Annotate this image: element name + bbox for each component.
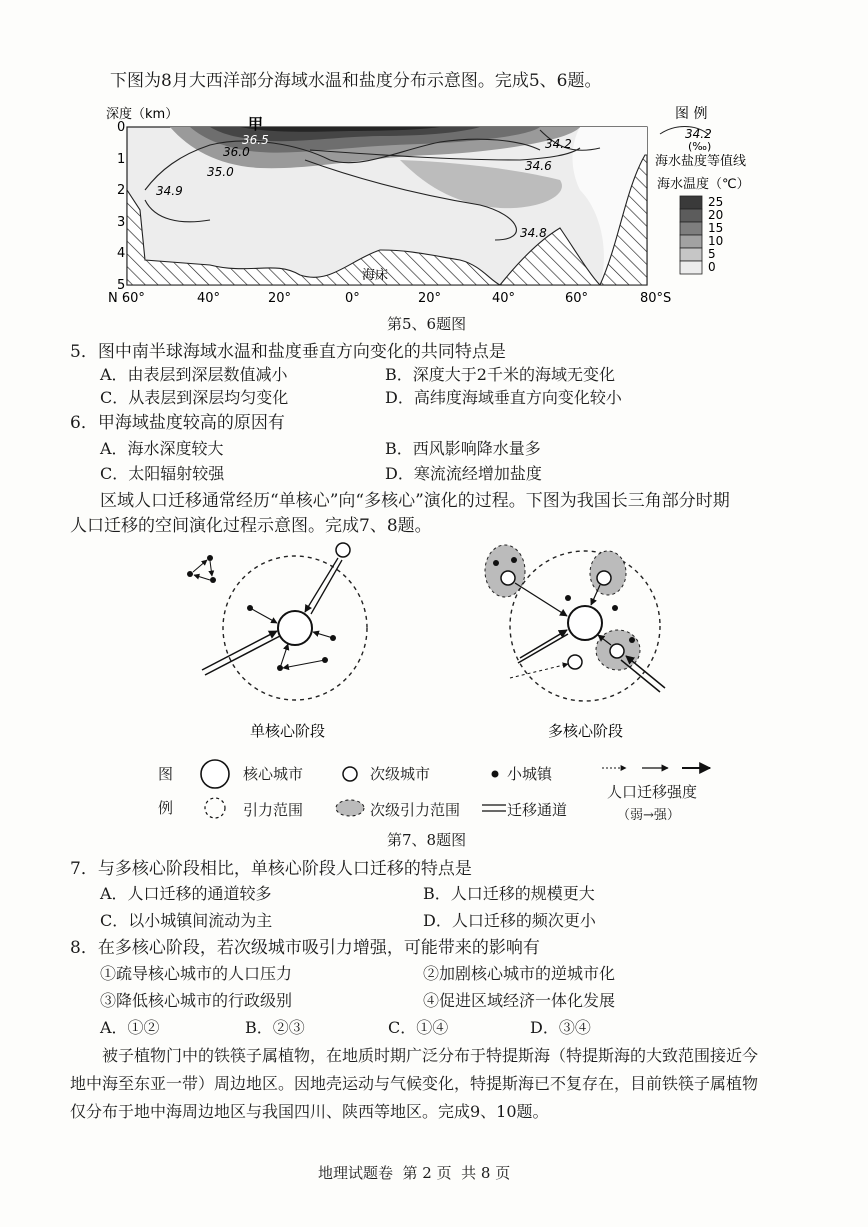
depth-tick: 4 <box>117 246 126 261</box>
legend-core-city: 核心城市 <box>243 765 304 783</box>
lat-tick: 20° <box>418 291 442 306</box>
temp-tick-label: 10 <box>708 234 724 248</box>
temp-tick-label: 25 <box>708 195 724 209</box>
seabed-label: 海床 <box>362 268 389 283</box>
lat-ticks <box>108 291 671 306</box>
q8-statement-4: ④促进区域经济一体化发展 <box>423 991 616 1010</box>
q7-option-b[interactable]: B．人口迁移的规模更大 <box>423 884 595 903</box>
fig1-legend <box>655 106 750 274</box>
secondary-city <box>597 571 611 585</box>
q8-statement-1: ①疏导核心城市的人口压力 <box>100 964 293 983</box>
legend-secondary-city: 次级城市 <box>370 765 431 783</box>
isoline-label: 36.0 <box>223 145 250 159</box>
migration-figure <box>170 538 700 748</box>
legend-strength-label: 人口迁移强度 <box>607 783 698 801</box>
legend-title: 图 例 <box>675 106 708 122</box>
isoline-label: 34.2 <box>545 137 572 151</box>
q8-option-a[interactable]: A．①② <box>100 1018 160 1037</box>
depth-tick: 2 <box>117 183 126 198</box>
passage-9-10: 被子植物门中的铁筷子属植物，在地质时期广泛分布于特提斯海（特提斯海的大致范围接近今地中海至东亚一带）周边地区。因地壳运动与气候变化，特提斯海已不复存在，目前铁筷子属植物仅分布于地中海周边地区与我国四川、陕西等地区。完成9、10题。 <box>70 1046 759 1121</box>
lat-tick: 80°S <box>640 291 672 306</box>
small-town <box>493 560 499 566</box>
isoline-label: 34.9 <box>156 184 183 198</box>
temp-swatch <box>680 261 702 274</box>
intro-7-8-line1: 区域人口迁移通常经历“单核心”向“多核心”演化的过程。下图为我国长三角部分时期 <box>100 491 730 511</box>
q7-option-d[interactable]: D．人口迁移的频次更小 <box>423 911 596 930</box>
q8-stem: 8．在多核心阶段，若次级城市吸引力增强，可能带来的影响有 <box>70 938 540 958</box>
temp-swatch <box>680 196 702 209</box>
small-town <box>565 595 571 601</box>
depth-ticks <box>117 120 125 293</box>
isoline-label: 35.0 <box>207 165 234 179</box>
secondary-city <box>610 644 624 658</box>
small-town <box>612 605 618 611</box>
stage1-label: 单核心阶段 <box>250 722 326 740</box>
legend-iso-value: 34.2 <box>685 127 712 141</box>
temp-swatches <box>680 195 723 274</box>
legend-gravity-range: 引力范围 <box>243 801 304 819</box>
q8-option-d[interactable]: D．③④ <box>530 1018 591 1037</box>
isoline-label: 34.6 <box>525 159 552 173</box>
secondary-city <box>501 571 515 585</box>
q6-option-a[interactable]: A．海水深度较大 <box>100 439 224 458</box>
intro-5-6: 下图为8月大西洋部分海域水温和盐度分布示意图。完成5、6题。 <box>110 71 602 91</box>
small-town <box>210 577 216 583</box>
depth-tick: 3 <box>117 215 126 230</box>
legend-li: 例 <box>158 799 174 817</box>
lat-tick: N 60° <box>108 291 145 306</box>
q8-statement-3: ③降低核心城市的行政级别 <box>100 991 293 1010</box>
legend-symbols-1 <box>195 758 235 828</box>
caption-5-6: 第5、6题图 <box>387 315 467 333</box>
q6-stem: 6．甲海域盐度较高的原因有 <box>70 413 285 433</box>
stage2-label: 多核心阶段 <box>548 722 624 740</box>
caption-7-8: 第7、8题图 <box>387 831 467 849</box>
page-footer: 地理试题卷 第 2 页 共 8 页 <box>318 1164 511 1182</box>
small-town <box>629 637 635 643</box>
temp-tick-label: 0 <box>708 260 716 274</box>
fig2-legend <box>155 758 715 828</box>
q5-option-d[interactable]: D．高纬度海域垂直方向变化较小 <box>385 388 622 407</box>
q6-option-c[interactable]: C．太阳辐射较强 <box>100 464 225 483</box>
q8-statement-2: ②加剧核心城市的逆城市化 <box>423 964 616 983</box>
q5-option-a[interactable]: A．由表层到深层数值减小 <box>100 365 288 384</box>
legend-iso-name: 海水盐度等值线 <box>655 154 747 169</box>
lat-tick: 0° <box>345 291 360 306</box>
temp-swatch <box>680 235 702 248</box>
isoline-label: 34.8 <box>520 226 547 240</box>
q5-stem: 5．图中南半球海域水温和盐度垂直方向变化的共同特点是 <box>70 342 506 362</box>
isoline-label: 36.5 <box>242 133 269 147</box>
q5-option-c[interactable]: C．从表层到深层均匀变化 <box>100 388 289 407</box>
temp-swatch <box>680 222 702 235</box>
marker-jia: 甲 <box>248 115 264 133</box>
depth-tick: 0 <box>117 120 126 135</box>
q6-option-d[interactable]: D．寒流流经增加盐度 <box>385 464 542 483</box>
legend-channel: 迁移通道 <box>507 801 568 819</box>
q7-stem: 7．与多核心阶段相比，单核心阶段人口迁移的特点是 <box>70 859 472 879</box>
core-city <box>568 606 602 640</box>
legend-strength-arrows <box>600 758 715 778</box>
small-town <box>187 571 193 577</box>
q8-option-b[interactable]: B．②③ <box>245 1018 305 1037</box>
legend-temp-name: 海水温度（℃） <box>657 177 750 192</box>
legend-iso-unit: (‰) <box>688 140 712 153</box>
core-city <box>278 611 312 645</box>
temp-swatch <box>680 209 702 222</box>
q6-option-b[interactable]: B．西风影响降水量多 <box>385 439 541 458</box>
legend-strength-note: （弱→强） <box>617 808 680 823</box>
temp-swatch <box>680 248 702 261</box>
legend-symbols-3 <box>480 758 510 828</box>
depth-tick: 1 <box>117 152 126 167</box>
intro-7-8-line2: 人口迁移的空间演化过程示意图。完成7、8题。 <box>70 516 432 536</box>
q7-option-a[interactable]: A．人口迁移的通道较多 <box>100 884 272 903</box>
q7-option-c[interactable]: C．以小城镇间流动为主 <box>100 911 273 930</box>
temp-tick-label: 20 <box>708 208 724 222</box>
q5-option-b[interactable]: B．深度大于2千米的海域无变化 <box>385 365 615 384</box>
temp-tick-label: 5 <box>708 247 716 261</box>
secondary-city <box>568 655 582 669</box>
lat-tick: 40° <box>197 291 221 306</box>
depth-label: 深度（km） <box>106 107 179 122</box>
lat-tick: 40° <box>492 291 516 306</box>
legend-symbols-2 <box>330 758 370 828</box>
temp-tick-label: 15 <box>708 221 724 235</box>
q8-option-c[interactable]: C．①④ <box>388 1018 449 1037</box>
depth-tick: 5 <box>117 278 126 293</box>
multi-core-diagram <box>485 545 665 740</box>
small-town <box>207 555 213 561</box>
legend-small-town: 小城镇 <box>507 765 553 783</box>
secondary-city <box>336 543 350 557</box>
lat-tick: 20° <box>268 291 292 306</box>
lat-tick: 60° <box>565 291 589 306</box>
legend-secondary-gravity: 次级引力范围 <box>370 801 461 819</box>
atlantic-section-figure <box>100 100 860 310</box>
legend-tu: 图 <box>158 765 174 783</box>
single-core-diagram <box>187 543 367 740</box>
small-town <box>511 557 517 563</box>
